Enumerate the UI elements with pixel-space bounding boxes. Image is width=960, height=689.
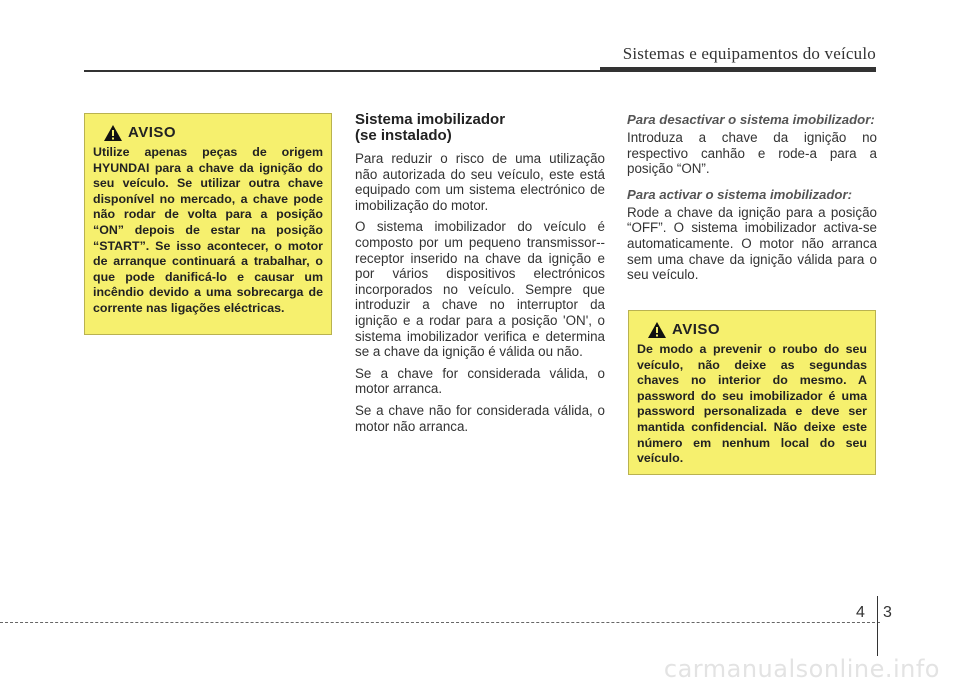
section-heading-line1: Sistema imobilizador xyxy=(355,111,506,128)
paragraph: Se a chave for considerada válida, o motor arranca. xyxy=(355,365,605,397)
activate-heading: Para activar o sistema imobilizador: xyxy=(627,186,853,202)
paragraph: Se a chave não for considerada válida, o motor não arranca. xyxy=(355,402,605,434)
paragraph: O sistema imobilizador do veículo é composto por um pequeno transmissor--receptor inserido na chave da ignição e por vários dispositivos electrónicos incorporados no veículo. Sempre que introduzir a chave no interruptor da ignição e a rodar para a posição 'ON', o sistema imobilizador verifica e determina se a chave da ignição é válida ou não. xyxy=(355,219,605,360)
warning-box-theft xyxy=(628,310,876,475)
warning-text: De modo a prevenir o roubo do seu veículo, não deixe as segundas chaves no interior do mesmo. A password do seu imobilizador é uma password personalizada e deve ser mantida confidencial. Não deixe este número em nenhum local do seu veículo. xyxy=(637,342,867,466)
paragraph: Para reduzir o risco de uma utilização não autorizada do seu veículo, este está equipado com um sistema electrónico de imobilização do motor. xyxy=(355,151,605,213)
activate-text: Rode a chave da ignição para a posição “OFF”. O sistema imobilizador activa-se automaticamente. O motor não arranca sem uma chave da ignição válida para o seu veículo. xyxy=(627,204,877,283)
warning-text: Utilize apenas peças de origem HYUNDAI para a chave da ignição do seu veículo. Se utilizar outra chave disponível no mercado, a chave pode não rodar de volta para a posição “ON” depois de estar na posição “START”. Se isso acontecer, o motor de arranque continuará a trabalhar, o que pode danificá-lo e causar um incêndio devido a uma sobrecarga de corrente nas ligações eléctricas. xyxy=(93,145,323,315)
deactivate-text: Introduza a chave da ignição no respectivo canhão e rode-a para a posição “ON”. xyxy=(627,130,877,177)
section-heading xyxy=(355,112,605,144)
immobilizer-section xyxy=(355,112,605,440)
footer-rule xyxy=(0,622,880,623)
section-heading-line2: (se instalado) xyxy=(355,127,452,144)
warning-title: AVISO xyxy=(672,321,721,339)
watermark: carmanualsonline.info xyxy=(663,655,940,683)
page-header-title: Sistemas e equipamentos do veículo xyxy=(622,44,876,63)
deactivate-heading: Para desactivar o sistema imobilizador: xyxy=(627,112,875,127)
page-number: 3 xyxy=(883,604,892,621)
warning-title: AVISO xyxy=(128,124,177,142)
warning-box-key xyxy=(84,113,332,335)
page-number-divider xyxy=(877,596,878,656)
warning-triangle-icon xyxy=(647,321,667,339)
chapter-number: 4 xyxy=(856,604,865,621)
warning-triangle-icon xyxy=(103,124,123,142)
header-rule-accent xyxy=(600,67,876,72)
immobilizer-instructions xyxy=(627,112,877,289)
